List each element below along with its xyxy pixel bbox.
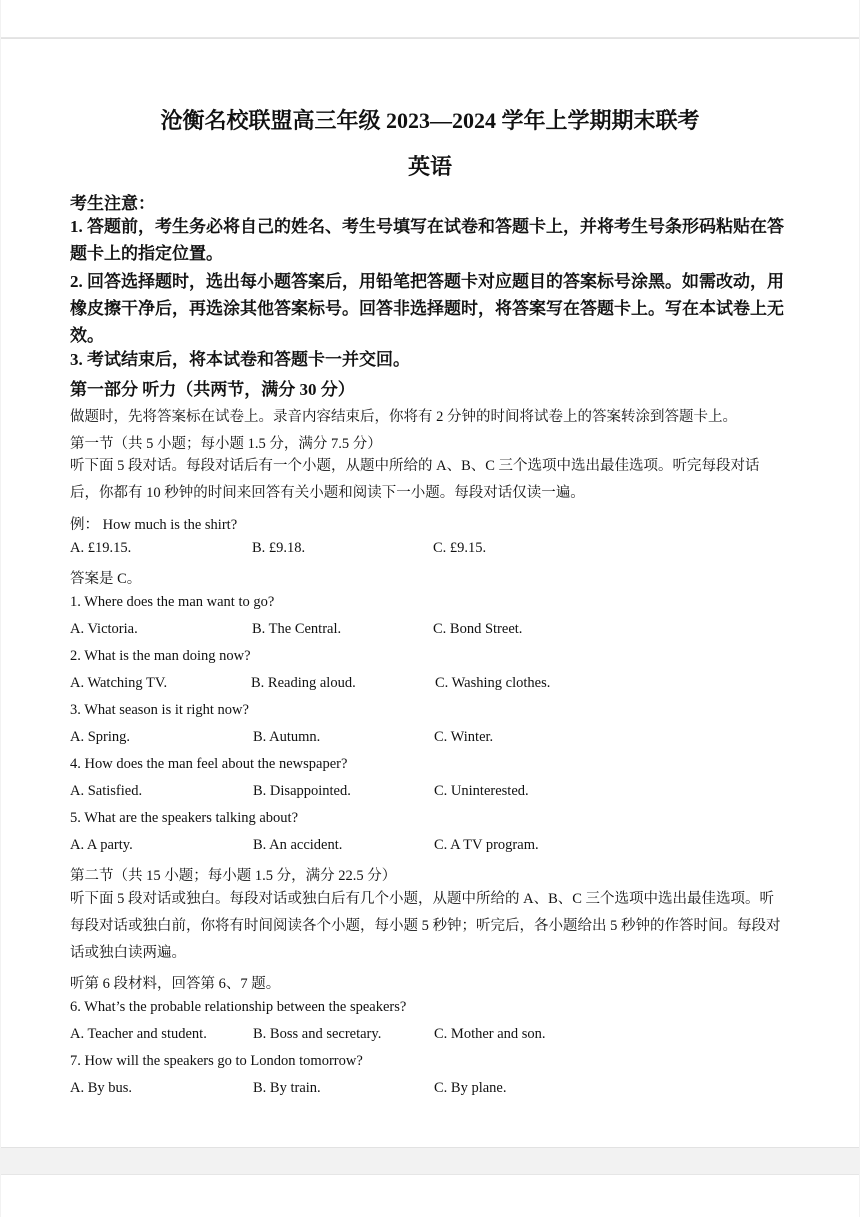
q5-option-b: B. An accident.	[253, 837, 343, 853]
subject-title: 英语	[407, 154, 452, 179]
material-6-note: 听第 6 段材料，回答第 6、7 题。	[70, 976, 281, 992]
example-question: 例： How much is the shirt?	[70, 517, 238, 533]
q1-option-b: B. The Central.	[252, 621, 342, 637]
q1-option-c: C. Bond Street.	[433, 621, 523, 637]
question-6: 6. What’s the probable relationship between the speakers?	[70, 999, 407, 1015]
q5-option-c: C. A TV program.	[434, 837, 539, 853]
notice-heading: 考生注意：	[70, 194, 155, 213]
section1-heading: 第一节（共 5 小题；每小题 1.5 分，满分 7.5 分）	[70, 436, 382, 452]
part1-heading: 第一部分 听力（共两节，满分 30 分）	[70, 380, 355, 399]
page-top-margin	[1, 0, 859, 38]
q6-option-c: C. Mother and son.	[434, 1026, 546, 1042]
exam-title: 沧衡名校联盟高三年级 2023—2024 学年上学期期末联考	[160, 108, 700, 133]
q3-option-c: C. Winter.	[434, 729, 494, 745]
q7-option-c: C. By plane.	[434, 1080, 507, 1096]
question-4: 4. How does the man feel about the newspaper?	[70, 756, 348, 772]
next-page-edge	[1, 1174, 859, 1217]
example-option-b: B. £9.18.	[252, 540, 306, 556]
question-5: 5. What are the speakers talking about?	[70, 810, 299, 826]
notice-item-2: 2. 回答选择题时，选出每小题答案后，用铅笔把答题卡对应题目的答案标号涂黑。如需改动，用橡皮擦干净后，再选涂其他答案标号。回答非选择题时，将答案写在答题卡上。写在本试卷上无效。	[70, 272, 784, 345]
q7-option-a: A. By bus.	[70, 1080, 133, 1096]
example-option-c: C. £9.15.	[433, 540, 487, 556]
notice-item-1: 1. 答题前，考生务必将自己的姓名、考生号填写在试卷和答题卡上，并将考生号条形码粘贴在答题卡上的指定位置。	[70, 217, 784, 263]
notice-item-3: 3. 考试结束后，将本试卷和答题卡一并交回。	[70, 350, 410, 369]
section2-instructions: 听下面 5 段对话或独白。每段对话或独白后有几个小题，从题中所给的 A、B、C 三个选项中选出最佳选项。听每段对话或独白前，你将有时间阅读各个小题，每小题 5 秒钟；听完后，各小题给出 5 秒钟的作答时间。每段对话或独白读两遍。	[70, 891, 781, 961]
q2-option-a: A. Watching TV.	[70, 675, 168, 691]
example-option-a: A. £19.15.	[70, 540, 132, 556]
q2-option-b: B. Reading aloud.	[251, 675, 356, 691]
q2-option-c: C. Washing clothes.	[435, 675, 551, 691]
q1-option-a: A. Victoria.	[70, 621, 138, 637]
question-1: 1. Where does the man want to go?	[70, 594, 275, 610]
q6-option-a: A. Teacher and student.	[70, 1026, 207, 1042]
question-2: 2. What is the man doing now?	[70, 648, 251, 664]
q4-option-a: A. Satisfied.	[70, 783, 143, 799]
question-3: 3. What season is it right now?	[70, 702, 249, 718]
example-answer: 答案是 C。	[70, 571, 142, 587]
q6-option-b: B. Boss and secretary.	[253, 1026, 382, 1042]
q5-option-a: A. A party.	[70, 837, 133, 853]
section2-heading: 第二节（共 15 小题；每小题 1.5 分，满分 22.5 分）	[70, 868, 397, 884]
q3-option-a: A. Spring.	[70, 729, 131, 745]
q4-option-c: C. Uninterested.	[434, 783, 529, 799]
question-7: 7. How will the speakers go to London tomorrow?	[70, 1053, 363, 1069]
part1-intro: 做题时，先将答案标在试卷上。录音内容结束后，你将有 2 分钟的时间将试卷上的答案转涂到答题卡上。	[70, 409, 737, 425]
q7-option-b: B. By train.	[253, 1080, 321, 1096]
section1-instructions: 听下面 5 段对话。每段对话后有一个小题，从题中所给的 A、B、C 三个选项中选出最佳选项。听完每段对话后，你都有 10 秒钟的时间来回答有关小题和阅读下一小题。每段对话仅读一遍。	[70, 458, 760, 501]
q3-option-b: B. Autumn.	[253, 729, 321, 745]
q4-option-b: B. Disappointed.	[253, 783, 351, 799]
